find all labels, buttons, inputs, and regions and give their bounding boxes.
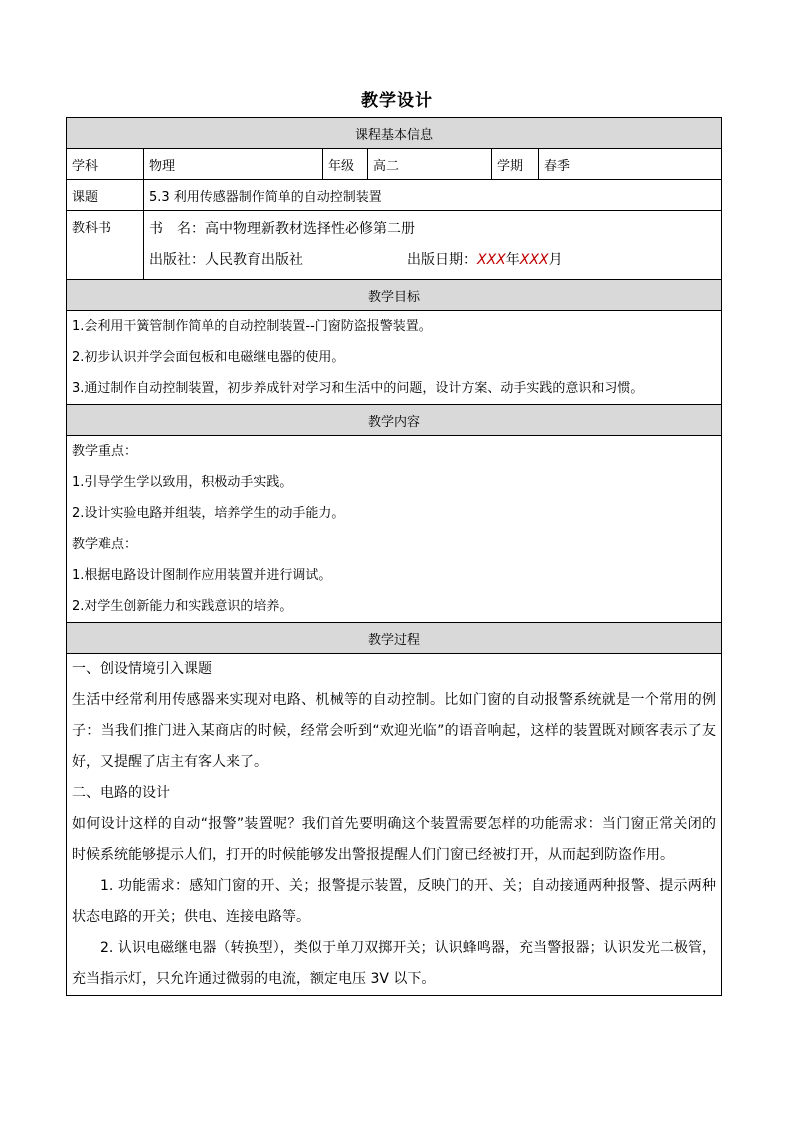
- term-label: 学期: [492, 149, 539, 180]
- basic-info-header: 课程基本信息: [67, 118, 722, 149]
- components-description: 2. 认识电磁继电器（转换型），类似于单刀双掷开关；认识蜂鸣器，充当警报器；认识发光二极管，充当指示灯，只允许通过微弱的电流，额定电压 3V 以下。: [72, 940, 717, 987]
- topic-label: 课题: [67, 180, 144, 211]
- content-header: 教学内容: [67, 405, 722, 436]
- objective-item: 1.会利用干簧管制作简单的自动控制装置--门窗防盗报警装置。: [72, 319, 432, 334]
- key-point-item: 2.设计实验电路并组装，培养学生的动手能力。: [72, 506, 345, 521]
- document-title: 教学设计: [361, 91, 433, 111]
- publisher-line: [149, 245, 716, 276]
- difficult-point-item: 2.对学生创新能力和实践意识的培养。: [72, 599, 293, 614]
- key-point-item: 1.引导学生学以致用，积极动手实践。: [72, 475, 293, 490]
- year-unit: 年: [505, 252, 520, 268]
- key-points-label: 教学重点：: [72, 444, 138, 459]
- subject-value: 物理: [144, 149, 323, 180]
- publisher: 出版社：人民教育出版社: [149, 252, 303, 268]
- pub-year: XXX: [477, 252, 506, 268]
- section2-title: 二、电路的设计: [72, 785, 170, 801]
- month-unit: 月: [548, 252, 563, 268]
- objective-item: 3.通过制作自动控制装置，初步养成针对学习和生活中的问题，设计方案、动手实践的意识和习惯。: [72, 381, 644, 396]
- subject-label: 学科: [67, 149, 144, 180]
- content-body: [67, 436, 722, 623]
- lesson-plan-table: [66, 117, 722, 996]
- objectives-body: [67, 311, 722, 405]
- objectives-header: 教学目标: [67, 280, 722, 311]
- objective-item: 2.初步认识并学会面包板和电磁继电器的使用。: [72, 350, 345, 365]
- topic-value: 5.3 利用传感器制作简单的自动控制装置: [144, 180, 722, 211]
- textbook-info: [144, 211, 722, 280]
- difficult-points-label: 教学难点：: [72, 537, 138, 552]
- pub-month: XXX: [519, 252, 549, 268]
- difficult-point-item: 1.根据电路设计图制作应用装置并进行调试。: [72, 568, 332, 583]
- grade-value: 高二: [368, 149, 492, 180]
- book-name: 书 名：高中物理新教材选择性必修第二册: [149, 221, 415, 237]
- grade-label: 年级: [323, 149, 368, 180]
- textbook-label: 教科书: [67, 211, 144, 280]
- section2-text: 如何设计这样的自动“报警”装置呢？我们首先要明确这个装置需要怎样的功能需求：当门窗正常关闭的时候系统能够提示人们，打开的时候能够发出警报提醒人们门窗已经被打开，从而起到防盗作用。: [72, 816, 717, 863]
- section1-title: 一、创设情境引入课题: [72, 661, 212, 677]
- term-value: 春季: [539, 149, 722, 180]
- process-header: 教学过程: [67, 623, 722, 654]
- section1-text: 生活中经常利用传感器来实现对电路、机械等的自动控制。比如门窗的自动报警系统就是一个常用的例子：当我们推门进入某商店的时候，经常会听到“欢迎光临”的语音响起，这样的装置既对顾客表示了友好，又提醒了店主有客人来了。: [72, 692, 717, 770]
- process-body: [67, 654, 722, 996]
- function-requirements: 1. 功能需求：感知门窗的开、关；报警提示装置，反映门的开、关；自动接通两种报警、提示两种状态电路的开关；供电、连接电路等。: [72, 878, 717, 925]
- pub-date-label: 出版日期：: [407, 252, 477, 268]
